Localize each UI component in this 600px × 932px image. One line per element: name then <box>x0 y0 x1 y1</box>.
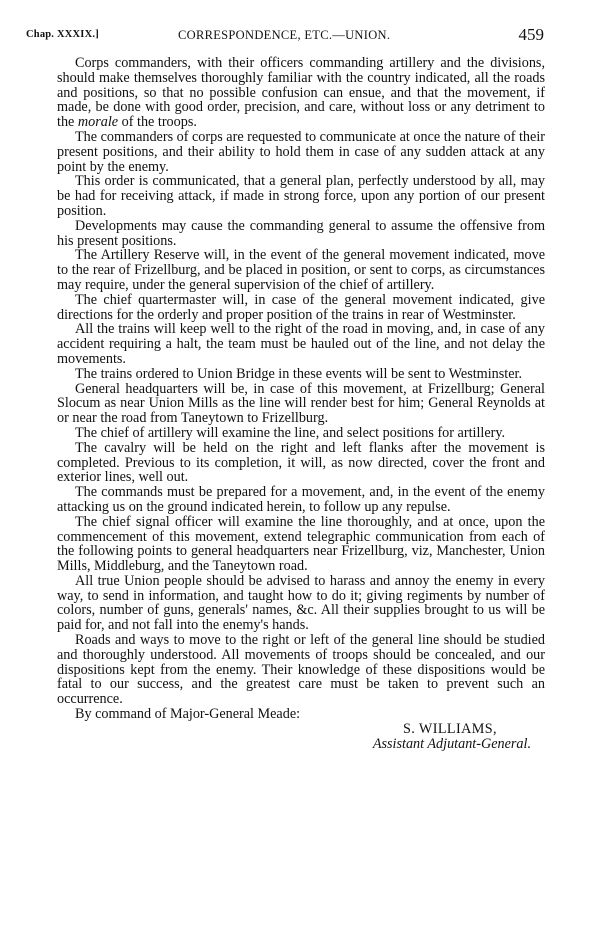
paragraph: All the trains will keep well to the right of the road in moving, and, in case of any accident requiring a halt, the team must be hauled out of the line, and not delay the movements. <box>57 321 545 367</box>
paragraph: The trains ordered to Union Bridge in these events will be sent to Westminster. <box>75 365 522 382</box>
running-title: CORRESPONDENCE, ETC.—UNION. <box>178 28 391 42</box>
paragraph: Roads and ways to move to the right or left of the general line should be studied and thoroughly understood. All movements of troops should be concealed, and our dispositions kept from the enemy. Their knowledge of these dispositions would be fatal to our success, and the greatest care must be taken to prevent such an occurrence. <box>57 632 545 708</box>
closing-line: By command of Major-General Meade: <box>75 706 301 723</box>
signature-title: Assistant Adjutant-General. <box>372 735 531 752</box>
paragraph: The commands must be prepared for a movement, and, in the event of the enemy attacking us on the ground indicated herein, to follow up any repulse. <box>57 484 545 515</box>
paragraph: Developments may cause the commanding general to assume the offensive from his present positions. <box>57 217 545 249</box>
paragraph: The commanders of corps are requested to communicate at once the nature of their present positions, and their ability to hold them in case of any sudden attack at any point by the enemy. <box>57 128 545 175</box>
signature-name: S. WILLIAMS, <box>403 720 497 737</box>
paragraph: The chief of artillery will examine the line, and select positions for artillery. <box>75 424 506 441</box>
italic-term: morale <box>77 114 119 131</box>
chapter-label: Chap. XXXIX.] <box>26 29 99 40</box>
paragraph: Corps commanders, with their officers commanding artillery and the divisions, should make themselves thoroughly familiar with the country indicated, all the roads and positions, so that no possible confusion can ensue, and that the movement, if made, be done with good order, precision, and care, without loss or any detriment to the morale of the troops. <box>57 55 545 131</box>
paragraph: General headquarters will be, in case of this movement, at Frizellburg; General Slocum as near Union Mills as the line will render best for him; General Reynolds at or near the road from Taneytown to Frizellburg. <box>57 380 545 427</box>
paragraph: All true Union people should be advised to harass and annoy the enemy in every way, to send in information, and taught how to do it; giving regiments by number of colors, number of guns, generals' names, &c. All their supplies brought to us will be paid for, and not fall into the enemy's hands. <box>57 572 545 634</box>
paragraph: The chief signal officer will examine the line thoroughly, and at once, upon the commencement of this movement, extend telegraphic communication from each of the following points to general headquarters near Frizellburg, viz, Manchester, Union Mills, Middleburg, and the Taneytown road. <box>57 513 545 575</box>
paragraph: The cavalry will be held on the right and left flanks after the movement is completed. Previous to its completion, it will, as now directed, cover the front and exterior lines, well out. <box>57 439 545 486</box>
paragraph: The Artillery Reserve will, in the event of the general movement indicated, move to the rear of Frizellburg, and be placed in position, or sent to corps, as circumstances may require, under the general supervision of the chief of artillery. <box>57 247 545 293</box>
page-header <box>26 25 544 45</box>
paragraph: The chief quartermaster will, in case of the general movement indicated, give directions for the orderly and proper position of the trains in rear of Westminster. <box>57 291 545 323</box>
page-number: 459 <box>518 25 544 44</box>
paragraph: This order is communicated, that a general plan, perfectly understood by all, may be had for receiving attack, if made in strong force, upon any portion of our present position. <box>57 173 545 219</box>
document-body <box>57 56 545 751</box>
